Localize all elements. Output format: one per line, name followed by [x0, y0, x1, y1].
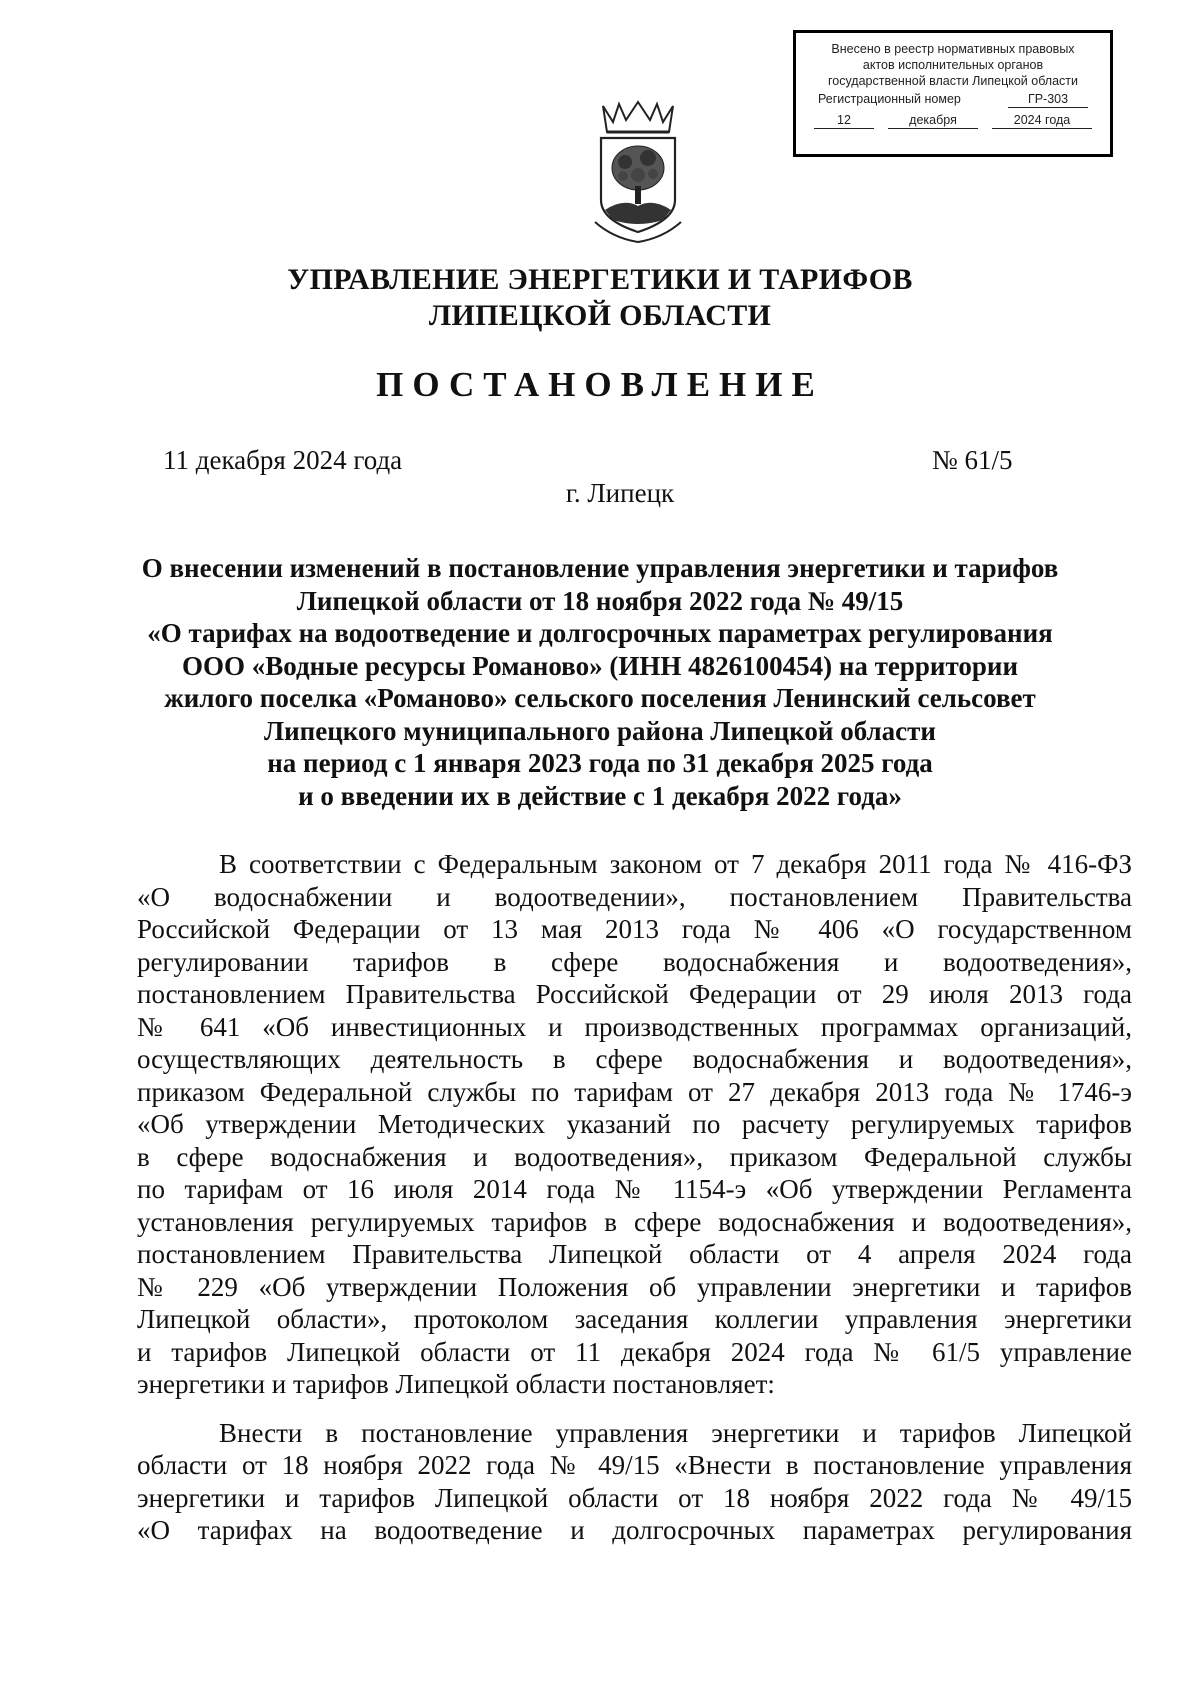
- title-line: жилого поселка «Романово» сельского поселения Ленинский сельсовет: [164, 683, 1036, 713]
- stamp-month: декабря: [888, 112, 978, 129]
- body-line: «Об утверждении Методических указаний по расчету регулируемых тарифов: [137, 1109, 1132, 1139]
- document-date: 11 декабря 2024 года: [163, 445, 403, 475]
- title-line: «О тарифах на водоотведение и долгосрочных параметрах регулирования: [147, 618, 1053, 648]
- stamp-year: 2024 года: [992, 112, 1092, 129]
- body-line: установления регулируемых тарифов в сфере водоснабжения и водоотведения»,: [137, 1206, 1132, 1237]
- body-line: № 229 «Об утверждении Положения об управлении энергетики и тарифов: [137, 1271, 1132, 1302]
- body-line: Российской Федерации от 13 мая 2013 года № 406 «О государственном: [137, 914, 1132, 944]
- stamp-line-1: Внесено в реестр нормативных правовых: [831, 42, 1075, 56]
- body-line: в сфере водоснабжения и водоотведения», приказом Федеральной службы: [137, 1141, 1132, 1172]
- stamp-date-row: [796, 108, 1110, 129]
- body-line: энергетики и тарифов Липецкой области постановляет:: [137, 1369, 775, 1399]
- title-line: Липецкого муниципального района Липецкой области: [264, 715, 936, 746]
- body-line: № 641 «Об инвестиционных и производственных программах организаций,: [137, 1011, 1132, 1042]
- body-line: осуществляющих деятельность в сфере водоснабжения и водоотведения»,: [137, 1044, 1132, 1074]
- body-line: В соответствии с Федеральным законом от 7 декабря 2011 года № 416-ФЗ: [219, 849, 1132, 879]
- org-line-2: ЛИПЕЦКОЙ ОБЛАСТИ: [428, 299, 772, 332]
- document-title: [120, 552, 1080, 812]
- body-paragraph-1: [137, 848, 1132, 1401]
- title-line: О внесении изменений в постановление управления энергетики и тарифов: [141, 553, 1059, 583]
- body-line: постановлением Правительства Липецкой области от 4 апреля 2024 года: [137, 1239, 1132, 1269]
- title-line: и о введении их в действие с 1 декабря 2022 года»: [298, 780, 902, 811]
- registration-stamp: [793, 30, 1113, 157]
- body-line: регулировании тарифов в сфере водоснабжения и водоотведения»,: [137, 946, 1132, 977]
- title-line: на период с 1 января 2023 года по 31 декабря 2025 года: [267, 748, 933, 778]
- body-line: энергетики и тарифов Липецкой области от 18 ноября 2022 года № 49/15: [137, 1482, 1132, 1513]
- body-paragraph-2: [137, 1417, 1132, 1547]
- stamp-day: 12: [814, 112, 874, 129]
- lipetsk-coat-of-arms-icon: [593, 100, 683, 245]
- body-line: «О тарифах на водоотведение и долгосрочных параметрах регулирования: [137, 1515, 1132, 1545]
- stamp-registration-row: [796, 91, 1110, 108]
- body-line: «О водоснабжении и водоотведении», постановлением Правительства: [137, 881, 1132, 912]
- body-line: приказом Федеральной службы по тарифам от 27 декабря 2013 года № 1746-э: [137, 1076, 1132, 1107]
- org-line-1: УПРАВЛЕНИЕ ЭНЕРГЕТИКИ И ТАРИФОВ: [287, 263, 913, 296]
- body-line: области от 18 ноября 2022 года № 49/15 «Внести в постановление управления: [137, 1450, 1132, 1480]
- stamp-line-2: актов исполнительных органов: [862, 58, 1044, 72]
- body-line: по тарифам от 16 июля 2014 года № 1154-э «Об утверждении Регламента: [137, 1174, 1132, 1204]
- document-body: [137, 848, 1132, 1547]
- title-line: ООО «Водные ресурсы Романово» (ИНН 4826100454) на территории: [181, 650, 1018, 681]
- document-type: ПОСТАНОВЛЕНИЕ: [376, 365, 824, 404]
- stamp-reg-label: Регистрационный номер: [818, 92, 961, 106]
- body-line: и тарифов Липецкой области от 11 декабря 2024 года № 61/5 управление: [137, 1336, 1132, 1367]
- body-line: Липецкой области», протоколом заседания коллегии управления энергетики: [137, 1304, 1132, 1334]
- body-line: Внести в постановление управления энергетики и тарифов Липецкой: [219, 1417, 1132, 1448]
- document-number: № 61/5: [932, 445, 1013, 475]
- organization-name: [0, 262, 1200, 334]
- document-city: г. Липецк: [565, 478, 675, 508]
- body-line: постановлением Правительства Российской Федерации от 29 июля 2013 года: [137, 979, 1132, 1009]
- title-line: Липецкой области от 18 ноября 2022 года № 49/15: [296, 585, 904, 616]
- stamp-line-3: государственной власти Липецкой области: [827, 74, 1079, 88]
- stamp-reg-number: ГР-303: [1008, 91, 1088, 108]
